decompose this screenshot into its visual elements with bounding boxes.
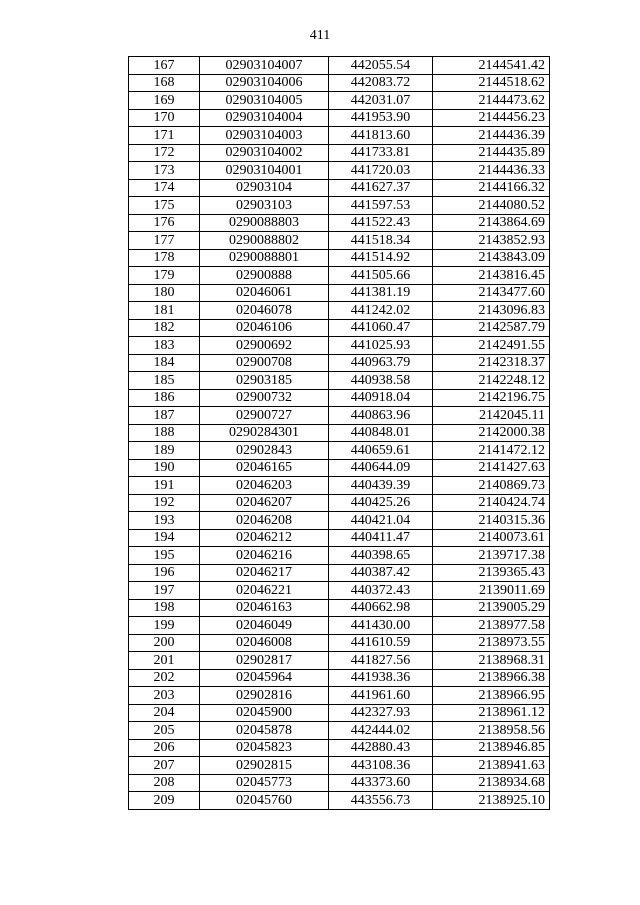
point-id-cell: 02903104 [200,179,329,197]
x-coordinate-cell: 443108.36 [329,757,433,775]
table-row [129,652,550,670]
row-number-cell: 186 [129,389,200,407]
x-coordinate-cell: 440398.65 [329,547,433,565]
y-coordinate-cell: 2140424.74 [433,494,550,512]
row-number-cell: 174 [129,179,200,197]
point-id-cell: 0290088802 [200,232,329,250]
table-row [129,792,550,810]
point-id-cell: 02903104007 [200,57,329,75]
table-row [129,547,550,565]
point-id-cell: 02045823 [200,739,329,757]
table-row [129,739,550,757]
table-row [129,179,550,197]
row-number-cell: 173 [129,162,200,180]
table-row [129,284,550,302]
x-coordinate-cell: 440387.42 [329,564,433,582]
table-row [129,582,550,600]
x-coordinate-cell: 441514.92 [329,249,433,267]
point-id-cell: 0290284301 [200,424,329,442]
row-number-cell: 176 [129,214,200,232]
table-row [129,92,550,110]
row-number-cell: 180 [129,284,200,302]
y-coordinate-cell: 2138946.85 [433,739,550,757]
x-coordinate-cell: 441813.60 [329,127,433,145]
y-coordinate-cell: 2142196.75 [433,389,550,407]
row-number-cell: 190 [129,459,200,477]
x-coordinate-cell: 440938.58 [329,372,433,390]
point-id-cell: 02046078 [200,302,329,320]
x-coordinate-cell: 442880.43 [329,739,433,757]
y-coordinate-cell: 2143096.83 [433,302,550,320]
x-coordinate-cell: 442327.93 [329,704,433,722]
coordinate-table [128,56,550,810]
y-coordinate-cell: 2144436.33 [433,162,550,180]
point-id-cell: 02046207 [200,494,329,512]
x-coordinate-cell: 441733.81 [329,144,433,162]
x-coordinate-cell: 441430.00 [329,617,433,635]
table-row [129,687,550,705]
row-number-cell: 197 [129,582,200,600]
x-coordinate-cell: 441953.90 [329,109,433,127]
row-number-cell: 193 [129,512,200,530]
y-coordinate-cell: 2138977.58 [433,617,550,635]
x-coordinate-cell: 441060.47 [329,319,433,337]
row-number-cell: 188 [129,424,200,442]
y-coordinate-cell: 2138973.55 [433,634,550,652]
table-row [129,162,550,180]
point-id-cell: 02900888 [200,267,329,285]
row-number-cell: 206 [129,739,200,757]
point-id-cell: 02903104005 [200,92,329,110]
row-number-cell: 199 [129,617,200,635]
y-coordinate-cell: 2138925.10 [433,792,550,810]
x-coordinate-cell: 441627.37 [329,179,433,197]
row-number-cell: 170 [129,109,200,127]
x-coordinate-cell: 440848.01 [329,424,433,442]
x-coordinate-cell: 441505.66 [329,267,433,285]
y-coordinate-cell: 2138966.38 [433,669,550,687]
row-number-cell: 192 [129,494,200,512]
row-number-cell: 208 [129,774,200,792]
table-row [129,442,550,460]
point-id-cell: 02903185 [200,372,329,390]
row-number-cell: 200 [129,634,200,652]
y-coordinate-cell: 2144435.89 [433,144,550,162]
row-number-cell: 185 [129,372,200,390]
x-coordinate-cell: 441242.02 [329,302,433,320]
y-coordinate-cell: 2144473.62 [433,92,550,110]
x-coordinate-cell: 441518.34 [329,232,433,250]
table-row [129,232,550,250]
row-number-cell: 207 [129,757,200,775]
row-number-cell: 181 [129,302,200,320]
point-id-cell: 02046221 [200,582,329,600]
x-coordinate-cell: 442444.02 [329,722,433,740]
table-row [129,704,550,722]
row-number-cell: 177 [129,232,200,250]
table-row [129,389,550,407]
x-coordinate-cell: 440662.98 [329,599,433,617]
x-coordinate-cell: 443556.73 [329,792,433,810]
table-row [129,599,550,617]
row-number-cell: 175 [129,197,200,215]
y-coordinate-cell: 2138934.68 [433,774,550,792]
row-number-cell: 168 [129,74,200,92]
y-coordinate-cell: 2143864.69 [433,214,550,232]
x-coordinate-cell: 440963.79 [329,354,433,372]
y-coordinate-cell: 2139005.29 [433,599,550,617]
point-id-cell: 02046008 [200,634,329,652]
table-row [129,512,550,530]
x-coordinate-cell: 441025.93 [329,337,433,355]
point-id-cell: 02903104006 [200,74,329,92]
x-coordinate-cell: 441827.56 [329,652,433,670]
x-coordinate-cell: 440918.04 [329,389,433,407]
x-coordinate-cell: 441720.03 [329,162,433,180]
row-number-cell: 182 [129,319,200,337]
y-coordinate-cell: 2138968.31 [433,652,550,670]
row-number-cell: 201 [129,652,200,670]
row-number-cell: 194 [129,529,200,547]
table-row [129,302,550,320]
x-coordinate-cell: 442083.72 [329,74,433,92]
x-coordinate-cell: 440425.26 [329,494,433,512]
table-row [129,144,550,162]
coordinate-table-body [129,57,550,810]
point-id-cell: 02046203 [200,477,329,495]
table-row [129,372,550,390]
y-coordinate-cell: 2139717.38 [433,547,550,565]
row-number-cell: 178 [129,249,200,267]
point-id-cell: 02046165 [200,459,329,477]
row-number-cell: 187 [129,407,200,425]
y-coordinate-cell: 2144166.32 [433,179,550,197]
x-coordinate-cell: 441610.59 [329,634,433,652]
x-coordinate-cell: 443373.60 [329,774,433,792]
point-id-cell: 0290088803 [200,214,329,232]
table-row [129,722,550,740]
y-coordinate-cell: 2142318.37 [433,354,550,372]
table-row [129,774,550,792]
table-row [129,319,550,337]
point-id-cell: 02046208 [200,512,329,530]
table-row [129,459,550,477]
table-row [129,407,550,425]
y-coordinate-cell: 2141472.12 [433,442,550,460]
point-id-cell: 02046106 [200,319,329,337]
table-row [129,564,550,582]
x-coordinate-cell: 441961.60 [329,687,433,705]
point-id-cell: 02900727 [200,407,329,425]
point-id-cell: 02903104001 [200,162,329,180]
row-number-cell: 191 [129,477,200,495]
row-number-cell: 183 [129,337,200,355]
y-coordinate-cell: 2140315.36 [433,512,550,530]
table-row [129,669,550,687]
x-coordinate-cell: 440421.04 [329,512,433,530]
point-id-cell: 02903103 [200,197,329,215]
table-row [129,477,550,495]
y-coordinate-cell: 2142000.38 [433,424,550,442]
point-id-cell: 02046212 [200,529,329,547]
point-id-cell: 02046216 [200,547,329,565]
table-row [129,354,550,372]
point-id-cell: 02900732 [200,389,329,407]
row-number-cell: 172 [129,144,200,162]
table-row [129,617,550,635]
y-coordinate-cell: 2140073.61 [433,529,550,547]
point-id-cell: 02045900 [200,704,329,722]
point-id-cell: 02902815 [200,757,329,775]
y-coordinate-cell: 2144456.23 [433,109,550,127]
x-coordinate-cell: 442055.54 [329,57,433,75]
row-number-cell: 167 [129,57,200,75]
row-number-cell: 169 [129,92,200,110]
point-id-cell: 02045773 [200,774,329,792]
x-coordinate-cell: 440372.43 [329,582,433,600]
x-coordinate-cell: 441938.36 [329,669,433,687]
y-coordinate-cell: 2144541.42 [433,57,550,75]
table-row [129,529,550,547]
x-coordinate-cell: 440863.96 [329,407,433,425]
row-number-cell: 184 [129,354,200,372]
table-row [129,267,550,285]
row-number-cell: 171 [129,127,200,145]
table-row [129,214,550,232]
y-coordinate-cell: 2143843.09 [433,249,550,267]
y-coordinate-cell: 2144080.52 [433,197,550,215]
x-coordinate-cell: 440439.39 [329,477,433,495]
table-row [129,127,550,145]
y-coordinate-cell: 2140869.73 [433,477,550,495]
table-row [129,57,550,75]
y-coordinate-cell: 2144518.62 [433,74,550,92]
point-id-cell: 02903104003 [200,127,329,145]
point-id-cell: 02045878 [200,722,329,740]
table-row [129,337,550,355]
y-coordinate-cell: 2138961.12 [433,704,550,722]
table-row [129,757,550,775]
y-coordinate-cell: 2138958.56 [433,722,550,740]
point-id-cell: 02903104004 [200,109,329,127]
x-coordinate-cell: 440659.61 [329,442,433,460]
y-coordinate-cell: 2138941.63 [433,757,550,775]
x-coordinate-cell: 440644.09 [329,459,433,477]
x-coordinate-cell: 440411.47 [329,529,433,547]
y-coordinate-cell: 2142045.11 [433,407,550,425]
table-row [129,634,550,652]
point-id-cell: 02045760 [200,792,329,810]
y-coordinate-cell: 2143816.45 [433,267,550,285]
row-number-cell: 203 [129,687,200,705]
table-row [129,109,550,127]
y-coordinate-cell: 2142587.79 [433,319,550,337]
y-coordinate-cell: 2142248.12 [433,372,550,390]
point-id-cell: 02902843 [200,442,329,460]
x-coordinate-cell: 441522.43 [329,214,433,232]
page-number: 411 [309,28,331,43]
x-coordinate-cell: 441381.19 [329,284,433,302]
table-row [129,197,550,215]
point-id-cell: 02046163 [200,599,329,617]
point-id-cell: 02902816 [200,687,329,705]
row-number-cell: 179 [129,267,200,285]
point-id-cell: 02045964 [200,669,329,687]
y-coordinate-cell: 2138966.95 [433,687,550,705]
point-id-cell: 02046049 [200,617,329,635]
point-id-cell: 02903104002 [200,144,329,162]
row-number-cell: 198 [129,599,200,617]
point-id-cell: 0290088801 [200,249,329,267]
row-number-cell: 202 [129,669,200,687]
y-coordinate-cell: 2143852.93 [433,232,550,250]
y-coordinate-cell: 2142491.55 [433,337,550,355]
y-coordinate-cell: 2141427.63 [433,459,550,477]
row-number-cell: 195 [129,547,200,565]
table-row [129,74,550,92]
row-number-cell: 189 [129,442,200,460]
y-coordinate-cell: 2139011.69 [433,582,550,600]
point-id-cell: 02902817 [200,652,329,670]
row-number-cell: 196 [129,564,200,582]
y-coordinate-cell: 2139365.43 [433,564,550,582]
row-number-cell: 205 [129,722,200,740]
point-id-cell: 02046061 [200,284,329,302]
table-row [129,249,550,267]
y-coordinate-cell: 2143477.60 [433,284,550,302]
row-number-cell: 204 [129,704,200,722]
table-row [129,494,550,512]
table-row [129,424,550,442]
x-coordinate-cell: 441597.53 [329,197,433,215]
y-coordinate-cell: 2144436.39 [433,127,550,145]
point-id-cell: 02900708 [200,354,329,372]
point-id-cell: 02900692 [200,337,329,355]
row-number-cell: 209 [129,792,200,810]
x-coordinate-cell: 442031.07 [329,92,433,110]
point-id-cell: 02046217 [200,564,329,582]
